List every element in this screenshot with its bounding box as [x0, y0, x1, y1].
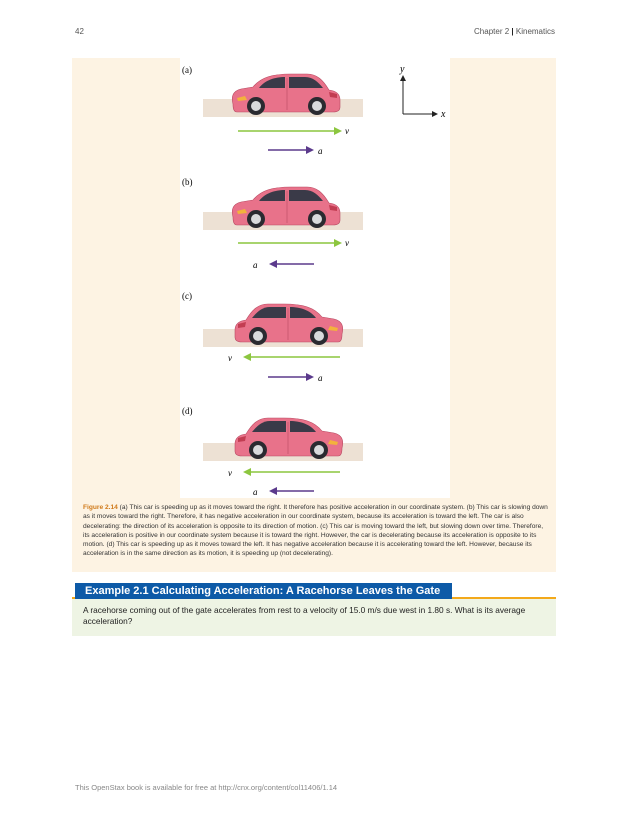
acceleration-label-c: a: [318, 373, 323, 383]
car-a: [232, 74, 340, 115]
page-number: 42: [75, 27, 84, 36]
car-d: [235, 418, 343, 459]
panel-label-d: (d): [182, 406, 193, 416]
acceleration-label-a: a: [318, 146, 323, 156]
caption-label: Figure 2.14: [83, 504, 118, 511]
car-b: [232, 187, 340, 228]
velocity-label-b: v: [345, 238, 349, 248]
axis-y-label: y: [400, 64, 405, 75]
header-separator: |: [511, 27, 514, 36]
caption-text: (a) This car is speeding up as it moves toward the right. It therefore has positive acceleration in our coordinate system. (b) This car is slowing down as it moves toward the right. Therefore, it has negative acceleration in our coordinate system, because its acceleration is toward the left. The car is also decelerating: the direction of its acceleration is opposite to its direction of motion. (c) This car is moving toward the left, but slowing down over time. Therefore, its acceleration is positive in our coordinate system because it is toward the right. However, the car is decelerating because its acceleration is opposite to its motion. (d) This car is speeding up as it moves toward the left. It has negative acceleration because it is accelerating toward the left. However, because its acceleration is in the same direction as its motion, it is speeding up (not decelerating).: [83, 504, 548, 558]
car-c: [235, 304, 343, 345]
panel-a: [182, 65, 363, 156]
chapter-name: Kinematics: [515, 27, 555, 36]
velocity-label-a: v: [345, 126, 349, 136]
velocity-label-d: v: [228, 468, 232, 478]
acceleration-label-b: a: [253, 260, 258, 270]
panel-b: [182, 177, 363, 270]
velocity-label-c: v: [228, 353, 232, 363]
figure-caption: [83, 503, 551, 559]
acceleration-label-d: a: [253, 487, 258, 497]
panel-label-a: (a): [182, 65, 192, 75]
axis-x-label: x: [441, 109, 446, 120]
panel-d: [182, 406, 363, 497]
example-body: A racehorse coming out of the gate accelerates from rest to a velocity of 15.0 m/s due west in 1.80 s. What is its average acceleration?: [83, 605, 526, 626]
example-title: Example 2.1 Calculating Acceleration: A Racehorse Leaves the Gate: [75, 583, 452, 599]
coordinate-axes: [399, 64, 446, 120]
panel-label-c: (c): [182, 291, 192, 301]
footer: This OpenStax book is available for free at http://cnx.org/content/col11406/1.14: [75, 783, 338, 792]
panel-label-b: (b): [182, 177, 193, 187]
chapter-prefix: Chapter 2: [474, 27, 510, 36]
panel-c: [182, 291, 363, 383]
